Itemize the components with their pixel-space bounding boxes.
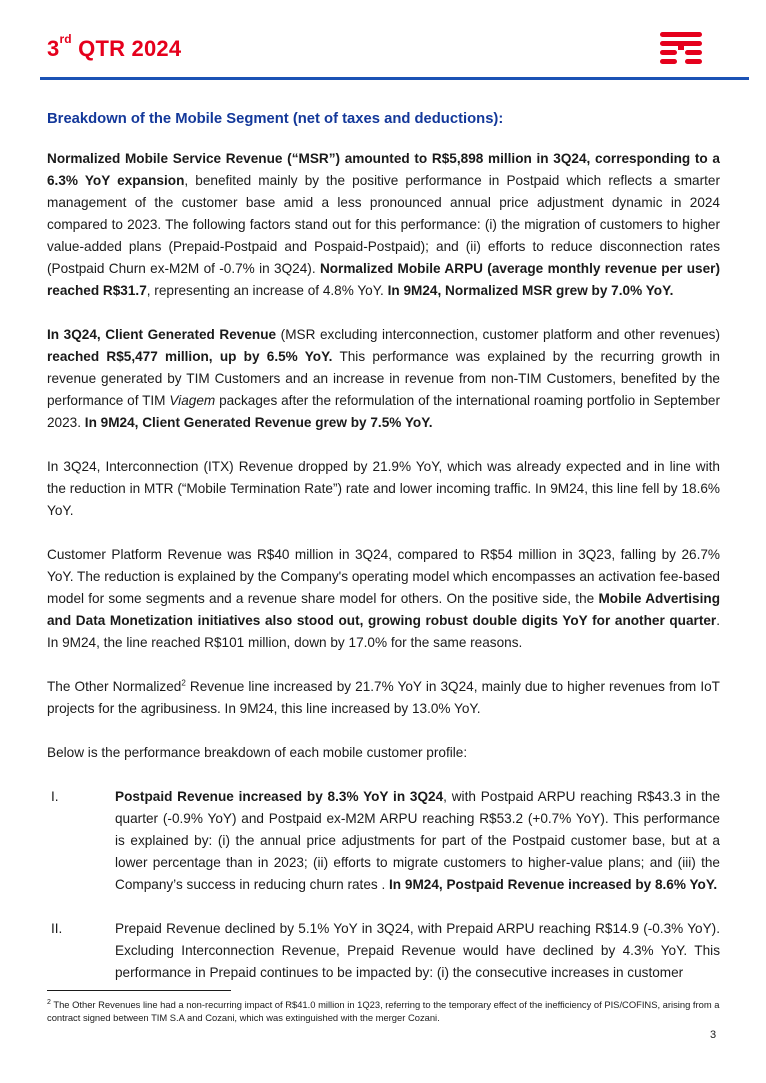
paragraph-customer-platform: Customer Platform Revenue was R$40 million in 3Q24, compared to R$54 million in 3Q23, falling by 26.7% YoY. The reduction is explained by the Company's operating model which encompasses an activation fee-based model for some segments and a revenue share model for others. On the positive side, the Mobile Advertising and Data Monetization initiatives also stood out, growing robust double digits YoY for another quarter. In 9M24, the line reached R$101 million, down by 17.0% for the same reasons. bbox=[47, 547, 720, 650]
page-number: 3 bbox=[710, 1029, 717, 1041]
header-rule bbox=[40, 77, 749, 80]
paragraph-intro-breakdown: Below is the performance breakdown of each mobile customer profile: bbox=[47, 745, 468, 760]
quarter-title: 3rd QTR 2024 bbox=[47, 32, 182, 61]
list-number: I. bbox=[51, 789, 59, 804]
list-item: I. Postpaid Revenue increased by 8.3% YoY in 3Q24, with Postpaid ARPU reaching R$43.3 in the quarter (-0.9% YoY) and Postpaid ex-M2M ARPU reaching R$53.2 (+0.7% YoY). This performance is explained by: (i) the annual price adjustments for part of the Postpaid customer base, but at a lower percentage than in 2023; (ii) efforts to migrate customers to higher-value plans; and (iii) the Company’s success in reducing churn rates . In 9M24, Postpaid Revenue increased by 8.6% YoY. bbox=[47, 786, 720, 896]
list-item: II. Prepaid Revenue declined by 5.1% YoY in 3Q24, with Prepaid ARPU reaching R$14.9 (-0.3% YoY). Excluding Interconnection Revenue, Prepaid Revenue would have declined by 4.3% YoY. This performance in Prepaid continues to be impacted by: (i) the consecutive increases in customer bbox=[47, 918, 720, 984]
paragraph-other-revenue: The Other Normalized$^2$ Revenue line increased by 21.7% YoY in 3Q24, mainly due to higher revenues from IoT projects for the agribusiness. In 9M24, this line increased by 13.0% YoY. bbox=[47, 678, 720, 716]
paragraph-msr: Normalized Mobile Service Revenue (“MSR”) amounted to R$5,898 million in 3Q24, corresponding to a 6.3% YoY expansion, benefited mainly by the positive performance in Postpaid which reflects a smarter management of the customer base amid a less pronounced annual price adjustment dynamic in 2024 compared to 2023. The following factors stand out for this performance: (i) the migration of customers to higher value-added plans (Prepaid-Postpaid and Pospaid-Postpaid); and (ii) efforts to reduce disconnection rates (Postpaid Churn ex-M2M of -0.7% in 3Q24). Normalized Mobile ARPU (average monthly revenue per user) reached R$31.7, representing an increase of 4.8% YoY. In 9M24, Normalized MSR grew by 7.0% YoY. bbox=[47, 151, 720, 298]
footnote: $^2$ The Other Revenues line had a non-recurring impact of R$41.0 million in 1Q23, referring to the temporary effect of the inefficiency of PIS/COFINS, arising from a contract signed between TIM S.A and Cozani, which was extinguished with the merger Cozani. bbox=[47, 999, 720, 1024]
footnote-reference[interactable]: 2 bbox=[181, 678, 186, 688]
list-number: II. bbox=[51, 921, 63, 936]
paragraph-interconnection: In 3Q24, Interconnection (ITX) Revenue dropped by 21.9% YoY, which was already expected and in line with the reduction in MTR (“Mobile Termination Rate”) rate and lower incoming traffic. In 9M24, this line fell by 18.6% YoY. bbox=[47, 459, 720, 518]
section-title: Breakdown of the Mobile Segment (net of taxes and deductions): bbox=[47, 111, 504, 127]
document-body bbox=[47, 108, 720, 1006]
paragraph-client-generated: In 3Q24, Client Generated Revenue (MSR excluding interconnection, customer platform and other revenues) reached R$5,477 million, up by 6.5% YoY. This performance was explained by the recurring growth in revenue generated by TIM Customers and an increase in revenue from non-TIM Customers, benefited by the performance of TIM Viagem packages after the reformulation of the international roaming portfolio in September 2023. In 9M24, Client Generated Revenue grew by 7.5% YoY. bbox=[47, 327, 721, 430]
tim-logo-icon bbox=[660, 32, 702, 66]
footnote-divider bbox=[47, 990, 231, 991]
customer-profile-list bbox=[47, 786, 720, 984]
page-header bbox=[0, 0, 766, 80]
